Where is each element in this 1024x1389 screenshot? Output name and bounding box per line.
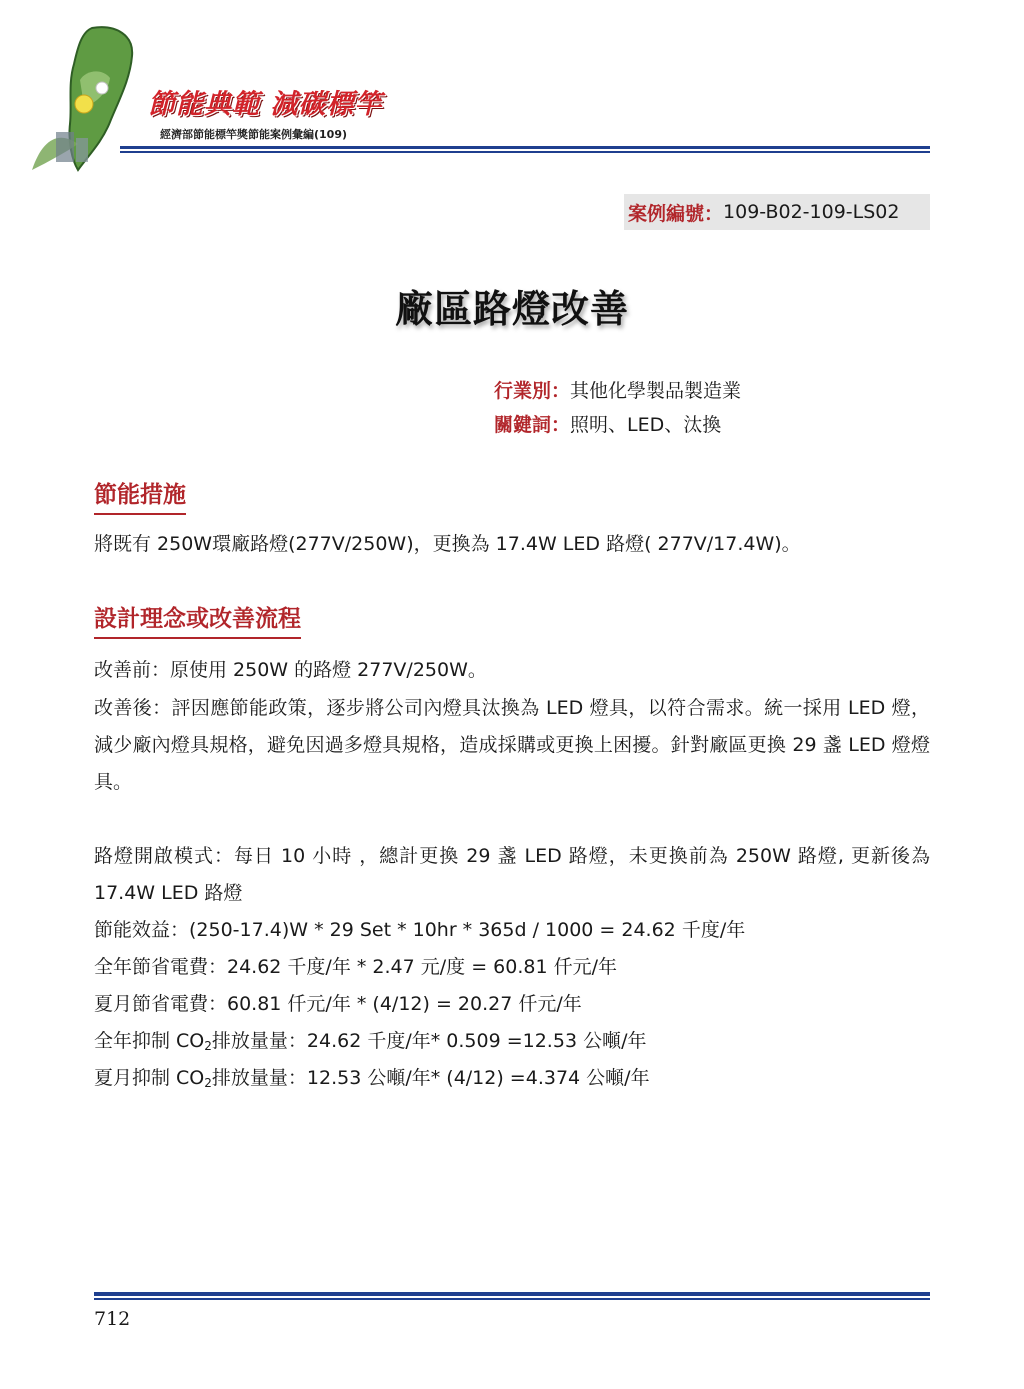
measures-text: 將既有 250W環廠路燈(277V/250W)，更換為 17.4W LED 路燈( 277V/17.4W)。 [94, 533, 801, 555]
annual-co2-text [94, 1023, 646, 1065]
keywords-line [494, 410, 721, 437]
keywords-label: 關鍵詞： [494, 414, 571, 436]
summer-cost-saving-text: 夏月節省電費：60.81 仟元/年 * (4/12) = 20.27 仟元/年 [94, 993, 582, 1015]
co2-subscript: 2 [204, 1076, 212, 1090]
header-divider [120, 146, 930, 153]
keywords-value: 照明、LED、汰換 [570, 414, 722, 436]
annual-cost-saving-text: 全年節省電費：24.62 千度/年 * 2.47 元/度 = 60.81 仟元/年 [94, 956, 617, 978]
annual-co2-suffix: 排放量量：24.62 千度/年* 0.509 =12.53 公噸/年 [211, 1030, 647, 1052]
summer-co2-text [94, 1060, 650, 1102]
case-number-label: 案例編號： [628, 202, 724, 225]
industry-label: 行業別： [494, 380, 571, 402]
industry-value: 其他化學製品製造業 [570, 380, 742, 402]
after-text: 改善後：評因應節能政策，逐步將公司內燈具汰換為 LED 燈具，以符合需求。統一採用 LED 燈，減少廠內燈具規格，避免因過多燈具規格，造成採購或更換上困擾。針對廠區更換 29 盞 LED 燈燈具。 [94, 697, 930, 793]
summer-co2-suffix: 排放量量：12.53 公噸/年* (4/12) =4.374 公噸/年 [211, 1067, 650, 1089]
measures-heading: 節能措施 [94, 476, 186, 515]
page-number: 712 [94, 1308, 131, 1330]
logo-subtitle: 經濟部節能標竿獎節能案例彙編(109) [160, 128, 348, 141]
logo-title: 節能典範 減碳標竿 [148, 89, 383, 120]
energy-benefit-text: 節能效益：(250-17.4)W * 29 Set * 10hr * 365d / 1000 = 24.62 千度/年 [94, 919, 746, 941]
page-title: 廠區路燈改善 [394, 287, 629, 331]
case-number-value: 109-B02-109-LS02 [723, 201, 900, 223]
footer-divider [94, 1292, 930, 1300]
case-number-box [624, 194, 930, 230]
operation-mode-text: 路燈開啟模式：每日 10 小時 ，總計更換 29 盞 LED 路燈，未更換前為 250W 路燈, 更新後為 17.4W LED 路燈 [94, 845, 930, 904]
taiwan-logo-icon [22, 20, 162, 180]
summer-co2-prefix: 夏月抑制 CO [94, 1067, 205, 1089]
annual-co2-prefix: 全年抑制 CO [94, 1030, 205, 1052]
co2-subscript: 2 [204, 1039, 212, 1053]
industry-line [494, 376, 741, 403]
design-heading: 設計理念或改善流程 [94, 600, 301, 639]
before-text: 改善前：原使用 250W 的路燈 277V/250W。 [94, 659, 487, 681]
